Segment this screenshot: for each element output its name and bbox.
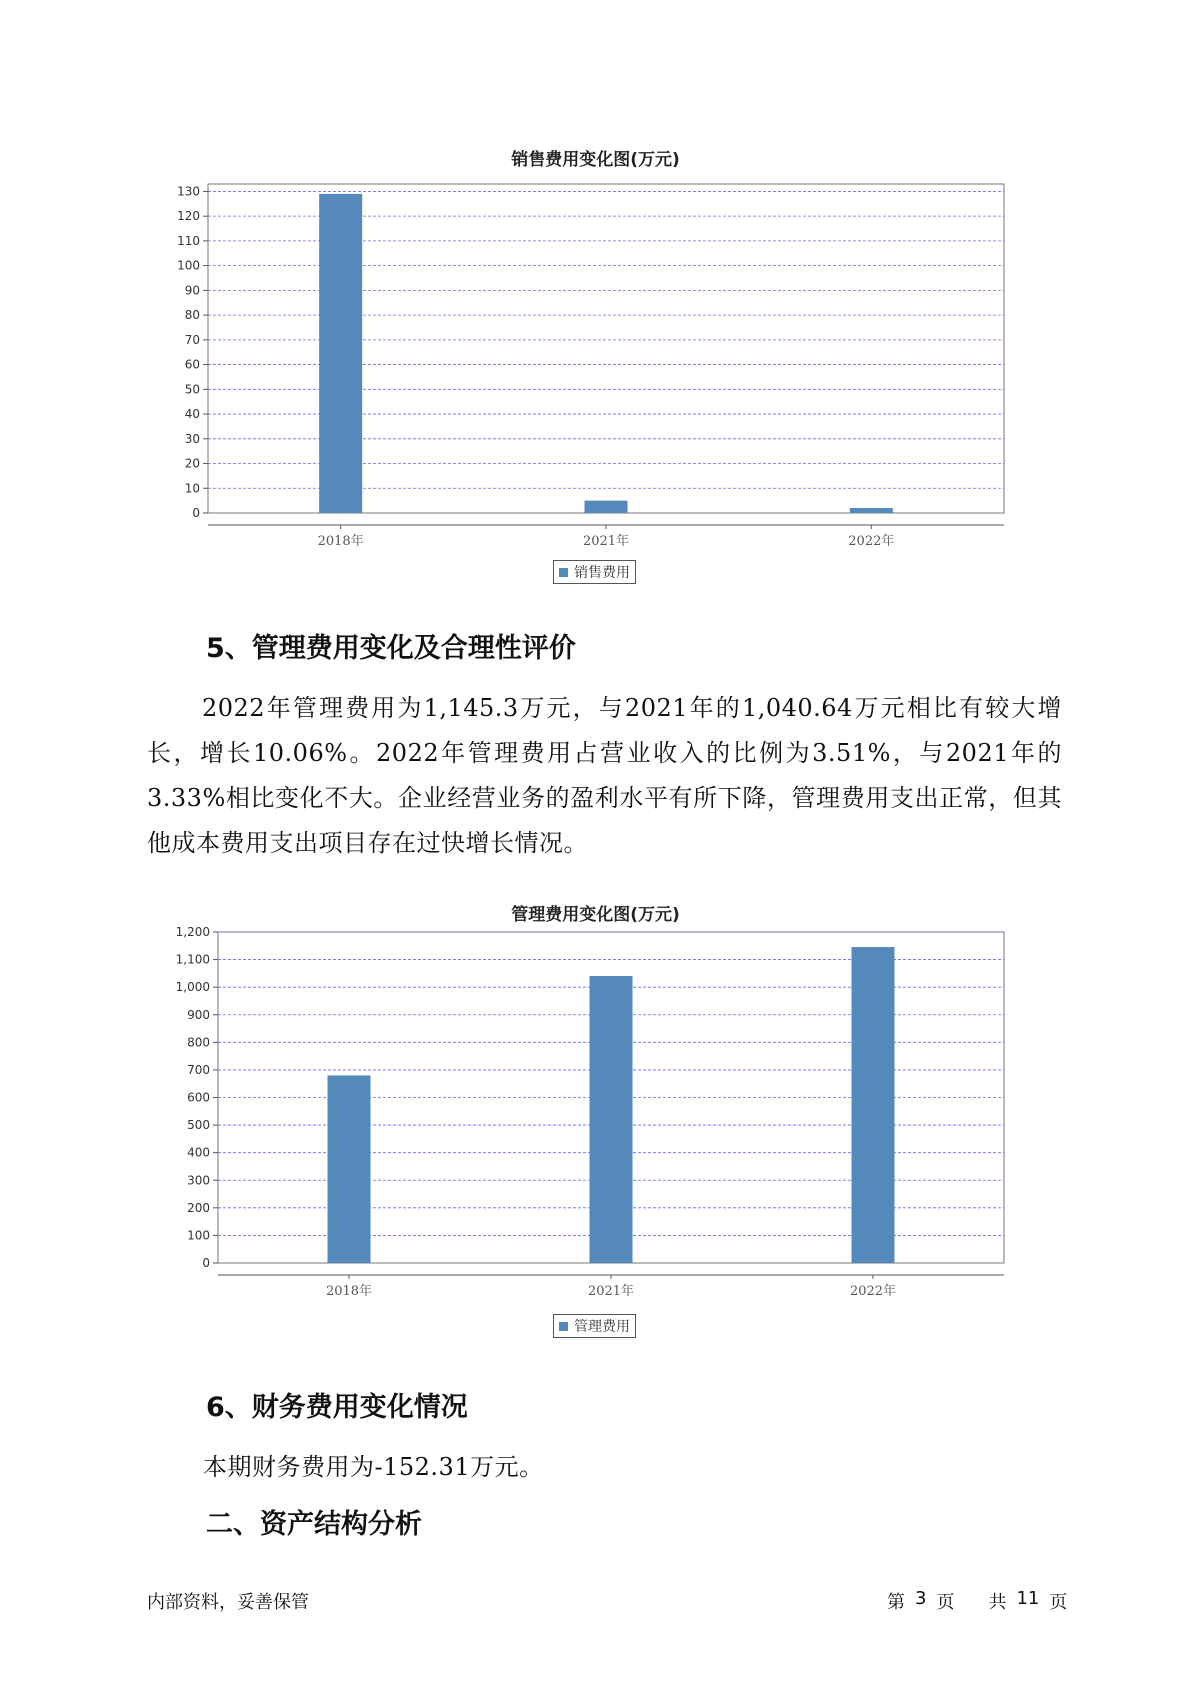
y-tick-label: 500 — [187, 1118, 210, 1133]
y-tick-label: 1,200 — [175, 925, 210, 939]
x-tick-label: 2021年 — [582, 534, 630, 549]
y-tick-label: 1,000 — [175, 980, 210, 995]
y-tick-label: 200 — [187, 1200, 210, 1215]
page-indicator — [887, 1588, 1067, 1614]
section6-text: 本期财务费用为-152.31万元。 — [203, 1453, 544, 1481]
sales-expense-chart-title: 销售费用变化图(万元) — [511, 150, 680, 170]
y-tick-label: 800 — [187, 1035, 210, 1050]
y-tick-label: 100 — [177, 258, 200, 273]
x-tick-label: 2022年 — [848, 534, 895, 549]
x-tick-label: 2021年 — [587, 1284, 635, 1299]
legend-swatch — [559, 1322, 568, 1331]
bar-2022年 — [852, 947, 895, 1263]
total-pages: 11 — [1016, 1588, 1040, 1609]
y-tick-label: 1,100 — [175, 952, 210, 967]
y-tick-label: 0 — [202, 1256, 210, 1270]
y-tick-label: 130 — [177, 184, 200, 199]
x-tick-label: 2018年 — [325, 1284, 373, 1299]
total-prefix: 共 — [988, 1592, 1007, 1613]
y-tick-label: 100 — [187, 1228, 210, 1243]
y-tick-label: 110 — [177, 233, 200, 248]
y-tick-label: 0 — [192, 506, 200, 520]
legend-label: 销售费用 — [574, 565, 630, 581]
y-tick-label: 90 — [184, 283, 200, 298]
y-tick-label: 400 — [187, 1145, 210, 1160]
y-tick-label: 30 — [184, 431, 200, 446]
x-tick-label: 2018年 — [317, 534, 364, 549]
bar-2018年 — [328, 1075, 371, 1263]
y-tick-label: 60 — [184, 357, 200, 372]
section5-heading: 5、管理费用变化及合理性评价 — [206, 633, 576, 664]
bar-2021年 — [590, 976, 633, 1263]
x-tick-label: 2022年 — [849, 1284, 897, 1299]
y-tick-label: 40 — [184, 407, 200, 422]
y-tick-label: 300 — [187, 1173, 210, 1188]
y-tick-label: 900 — [187, 1007, 210, 1022]
y-tick-label: 600 — [187, 1090, 210, 1105]
y-tick-label: 80 — [184, 308, 200, 323]
y-tick-label: 20 — [184, 456, 200, 471]
legend-label: 管理费用 — [574, 1319, 630, 1335]
section5-paragraph: 2022年管理费用为1,145.3万元，与2021年的1,040.64万元相比有较大增长，增长10.06%。2022年管理费用占营业收入的比例为3.51%，与2021年的3.33%相比变化不大。企业经营业务的盈利水平有所下降，管理费用支出正常，但其他成本费用支出项目存在过快增长情况。 — [147, 694, 1062, 857]
footer-note: 内部资料，妥善保管 — [147, 1592, 309, 1613]
page-number: 3 — [915, 1588, 927, 1609]
page-unit: 页 — [936, 1592, 955, 1613]
asset-structure-heading: 二、资产结构分析 — [206, 1509, 422, 1540]
y-tick-label: 120 — [177, 209, 200, 224]
y-tick-label: 50 — [184, 382, 200, 397]
total-unit: 页 — [1049, 1592, 1068, 1613]
section6-heading: 6、财务费用变化情况 — [206, 1392, 468, 1423]
y-tick-label: 10 — [184, 481, 200, 496]
admin-expense-legend — [553, 1314, 636, 1338]
page-prefix: 第 — [887, 1592, 905, 1613]
admin-expense-chart-title: 管理费用变化图(万元) — [511, 905, 680, 925]
y-tick-label: 700 — [187, 1062, 210, 1077]
y-tick-label: 70 — [184, 332, 200, 347]
